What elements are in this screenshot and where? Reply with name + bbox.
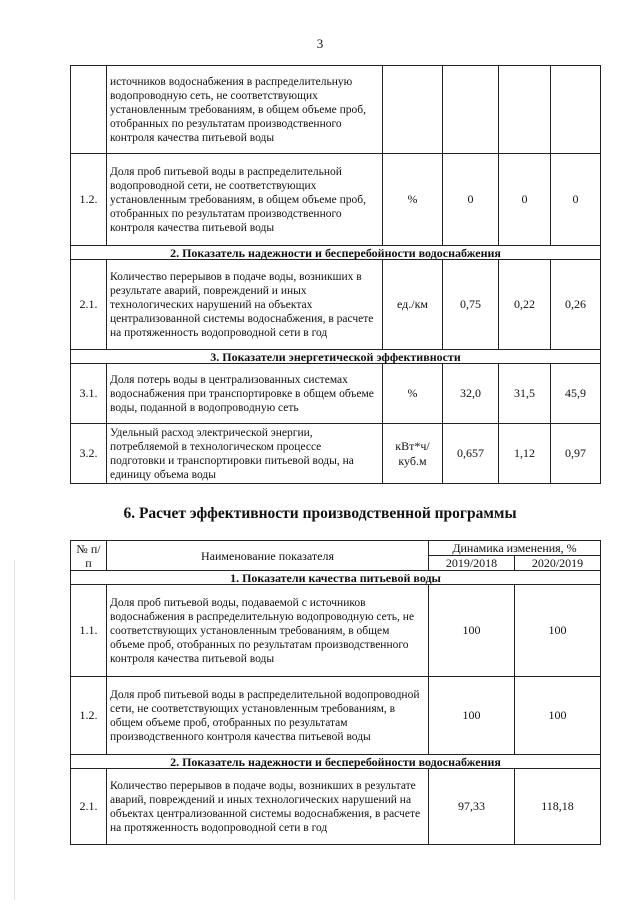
row-number <box>71 66 107 154</box>
value: 0,97 <box>551 424 601 484</box>
row-number: 1.1. <box>71 585 107 677</box>
table-row <box>71 769 601 845</box>
column-header-dynamics: Динамика изменения, % <box>429 541 601 556</box>
value: 45,9 <box>551 364 601 424</box>
table-row <box>71 154 601 246</box>
value <box>443 66 499 154</box>
value: 32,0 <box>443 364 499 424</box>
table-row <box>71 364 601 424</box>
indicator-name: источников водоснабжения в распределительную водопроводную сеть, не соответствующих установленным требованиям, в общем объеме проб, отобранных по результатам производственного контроля качества питьевой воды <box>107 66 383 154</box>
section-row <box>71 350 601 364</box>
table-row <box>71 424 601 484</box>
row-number: 1.2. <box>71 154 107 246</box>
value: 0,22 <box>499 260 551 350</box>
indicator-name: Количество перерывов в подаче воды, возникших в результате аварий, повреждений и иных технологических нарушений на объектах централизованной системы водоснабжения, в расчете на протяженность водопроводной сети в год <box>107 769 429 845</box>
section-row <box>71 755 601 769</box>
row-number: 2.1. <box>71 260 107 350</box>
row-number: 1.2. <box>71 677 107 755</box>
value: 100 <box>515 585 601 677</box>
section-row <box>71 571 601 585</box>
table-row <box>71 66 601 154</box>
value: 118,18 <box>515 769 601 845</box>
value: 0,657 <box>443 424 499 484</box>
value: 0,75 <box>443 260 499 350</box>
value: 100 <box>429 585 515 677</box>
section-title: 1. Показатели качества питьевой воды <box>71 571 601 585</box>
efficiency-table <box>70 540 601 845</box>
column-header-2020-2019: 2020/2019 <box>515 556 601 571</box>
section-row <box>71 246 601 260</box>
indicator-name: Количество перерывов в подаче воды, возникших в результате аварий, повреждений и иных технологических нарушений на объектах централизованной системы водоснабжения, в расчете на протяженность водопроводной сети в год <box>107 260 383 350</box>
value: 0,26 <box>551 260 601 350</box>
page-number: 3 <box>316 36 324 51</box>
indicator-name: Доля проб питьевой воды в распределительной водопроводной сети, не соответствующих установленным требованиям, в общем объеме проб, отобранных по результатам производственного контроля качества питьевой воды <box>107 154 383 246</box>
indicator-name: Доля проб питьевой воды в распределительной водопроводной сети, не соответствующих установленным требованиям, в общем объеме проб, отобранных по результатам производственного контроля качества питьевой воды <box>107 677 429 755</box>
unit: кВт*ч/ куб.м <box>383 424 443 484</box>
section-title: 3. Показатели энергетической эффективности <box>71 350 601 364</box>
section-title: 2. Показатель надежности и бесперебойности водоснабжения <box>71 246 601 260</box>
unit <box>383 66 443 154</box>
table-row <box>71 677 601 755</box>
section-title: 2. Показатель надежности и бесперебойности водоснабжения <box>71 755 601 769</box>
indicator-name: Доля проб питьевой воды, подаваемой с источников водоснабжения в распределительную водопроводную сеть, не соответствующих установленным требованиям, в общем объеме проб, отобранных по результатам производственного контроля качества питьевой воды <box>107 585 429 677</box>
indicator-name: Доля потерь воды в централизованных системах водоснабжения при транспортировке в общем объеме воды, поданной в водопроводную сеть <box>107 364 383 424</box>
value <box>499 66 551 154</box>
indicators-table <box>70 65 601 484</box>
table-row <box>71 260 601 350</box>
header-row <box>71 541 601 556</box>
scan-edge-line <box>14 560 15 900</box>
value: 1,12 <box>499 424 551 484</box>
column-header-2019-2018: 2019/2018 <box>429 556 515 571</box>
value: 0 <box>499 154 551 246</box>
column-header-number: № п/п <box>71 541 107 571</box>
indicator-name: Удельный расход электрической энергии, потребляемой в технологическом процессе подготовки и транспортировки питьевой воды, на единицу объема воды <box>107 424 383 484</box>
value: 31,5 <box>499 364 551 424</box>
unit: % <box>383 364 443 424</box>
value: 100 <box>515 677 601 755</box>
value: 0 <box>551 154 601 246</box>
table-row <box>71 585 601 677</box>
value: 100 <box>429 677 515 755</box>
row-number: 3.2. <box>71 424 107 484</box>
column-header-name: Наименование показателя <box>107 541 429 571</box>
row-number: 2.1. <box>71 769 107 845</box>
value: 0 <box>443 154 499 246</box>
value: 97,33 <box>429 769 515 845</box>
unit: ед./км <box>383 260 443 350</box>
row-number: 3.1. <box>71 364 107 424</box>
value <box>551 66 601 154</box>
section-heading: 6. Расчет эффективности производственной программы <box>123 505 517 522</box>
unit: % <box>383 154 443 246</box>
